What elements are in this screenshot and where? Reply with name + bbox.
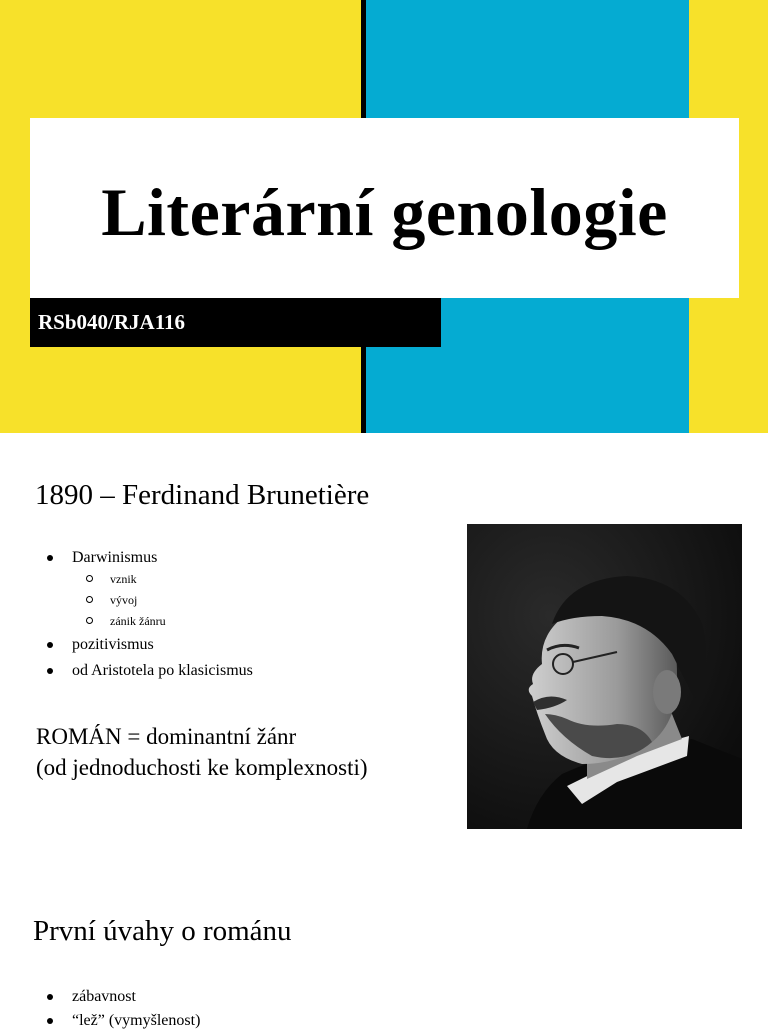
brunetiere-slide: [0, 433, 768, 853]
list-item: pozitivismus: [44, 635, 253, 655]
roman-statement: [36, 721, 368, 783]
portrait-photo: [467, 524, 742, 829]
list-item: zábavnost: [44, 985, 200, 1009]
slide3-heading: První úvahy o románu: [33, 915, 292, 947]
novel-slide: [0, 853, 768, 1029]
slide2-heading: 1890 – Ferdinand Brunetière: [35, 479, 370, 511]
sub-list-item: vývoj: [44, 590, 253, 611]
sub-list-item: vznik: [44, 569, 253, 590]
portrait-icon: [467, 524, 742, 829]
sub-list-item: zánik žánru: [44, 611, 253, 632]
list-item: “lež” (vymyšlenost): [44, 1009, 200, 1033]
title-slide: [0, 0, 768, 433]
roman-line-1: ROMÁN = dominantní žánr: [36, 724, 297, 749]
list-item: Darwinismus: [44, 548, 253, 568]
course-code-box: [30, 298, 441, 347]
roman-line-2: (od jednoduchosti ke komplexnosti): [36, 755, 368, 780]
title-box: [30, 118, 739, 298]
bullet-list: [44, 548, 253, 682]
list-item: od Aristotela po klasicismus: [44, 661, 253, 681]
slide-title: Literární genologie: [101, 173, 668, 250]
course-code: RSb040/RJA116: [38, 310, 186, 334]
bullet-list: [44, 985, 200, 1033]
